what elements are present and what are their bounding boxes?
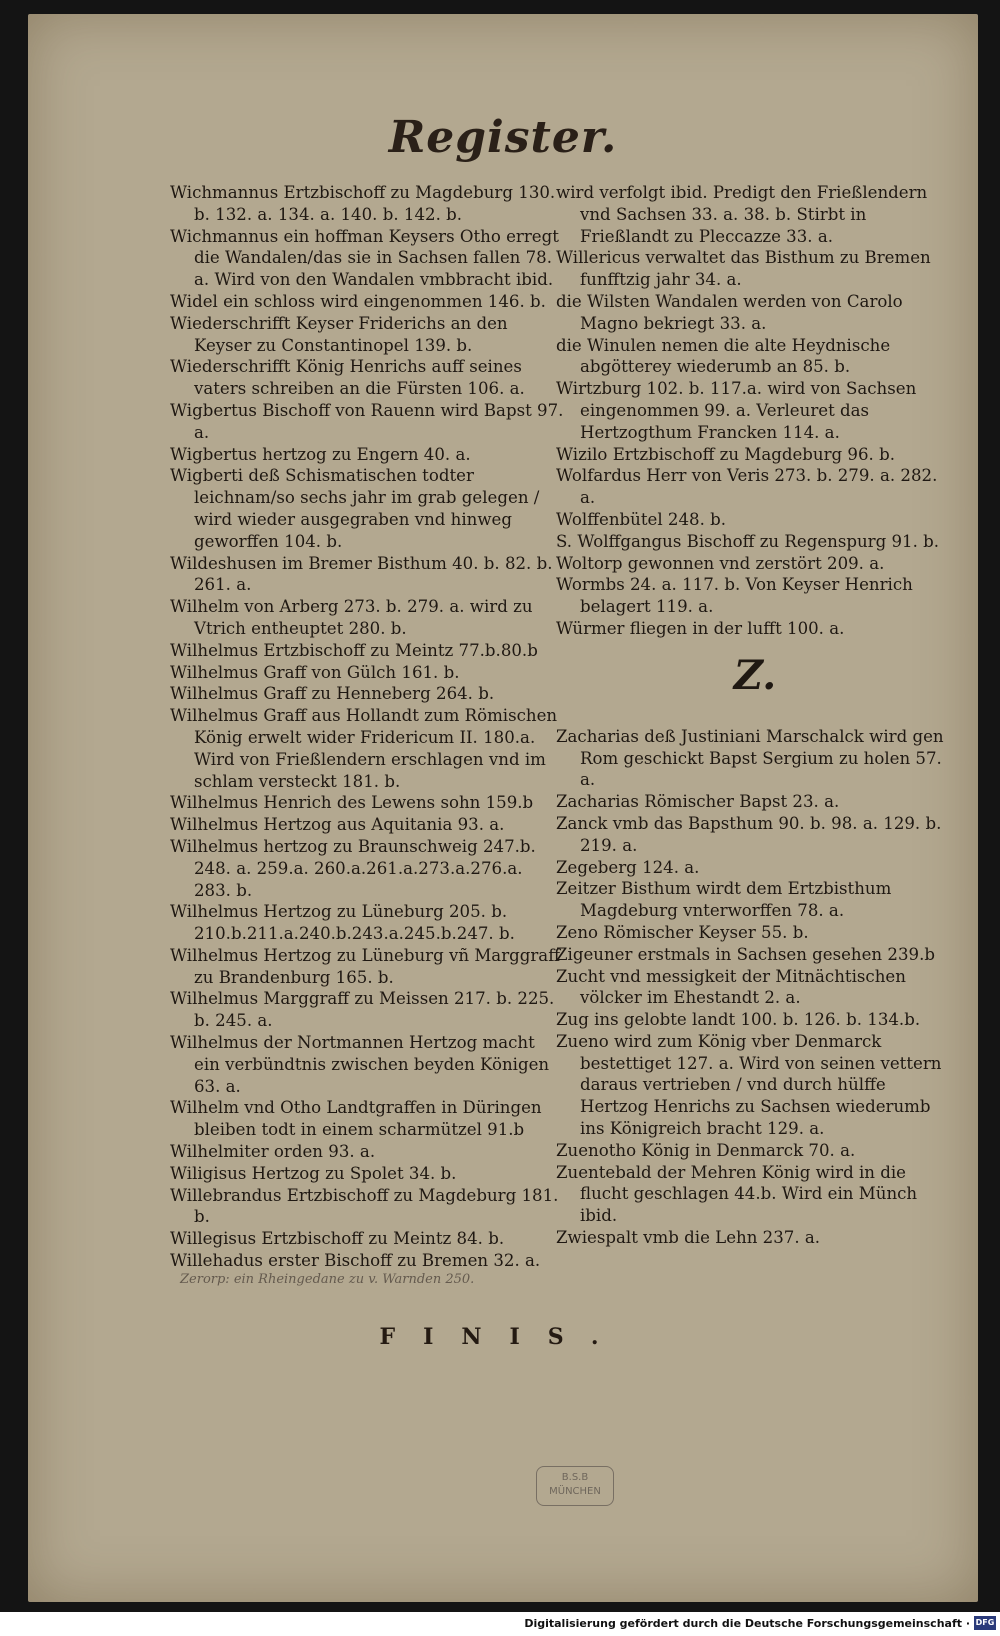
stamp-line-1: B.S.B	[561, 1472, 589, 1483]
index-entry: wird verfolgt ibid. Predigt den Frießlendern vnd Sachsen 33. a. 38. b. Stirbt in Frießlandt zu Pleccazze 33. a.	[556, 183, 928, 246]
index-entry: Wiligisus Hertzog zu Spolet 34. b.	[170, 1163, 457, 1183]
index-entry: Wizilo Ertzbischoff zu Magdeburg 96. b.	[556, 444, 895, 464]
dfg-logo-icon: DFG	[974, 1616, 996, 1630]
index-entry: Zeitzer Bisthum wirdt dem Ertzbisthum Magdeburg vnterworffen 78. a.	[556, 879, 892, 921]
index-entry: Willebrandus Ertzbischoff zu Magdeburg 181. b.	[170, 1185, 559, 1227]
index-entry: Würmer fliegen in der lufft 100. a.	[556, 618, 845, 638]
handwritten-annotation: Zerorp: ein Rheingedane zu v. Warnden 250.	[180, 1271, 475, 1287]
library-stamp	[536, 1466, 614, 1506]
index-entry: Zeno Römischer Keyser 55. b.	[556, 922, 809, 942]
document-page	[28, 14, 978, 1602]
footer-bar	[0, 1612, 1000, 1636]
index-entry: Wilhelmus Graff zu Henneberg 264. b.	[170, 684, 495, 704]
index-entry: Woltorp gewonnen vnd zerstört 209. a.	[556, 553, 885, 573]
index-entry: Zacharias deß Justiniani Marschalck wird gen Rom geschickt Bapst Sergium zu holen 57. a.	[556, 726, 944, 790]
index-entry: Zueno wird zum König vber Denmarck bestettiget 127. a. Wird von seinen vettern daraus vertrieben / vnd durch hülffe Hertzog Henrichs zu Sachsen wiederumb ins Königreich bracht 129. a.	[556, 1031, 942, 1139]
index-entry: Wilhelmus hertzog zu Braunschweig 247.b. 248. a. 259.a. 260.a.261.a.273.a.276.a. 283. b.	[170, 836, 536, 900]
footer-credit: Digitalisierung gefördert durch die Deutsche Forschungsgemeinschaft ·	[524, 1617, 970, 1630]
letter-heading: Z.	[733, 651, 777, 699]
index-entry: Zacharias Römischer Bapst 23. a.	[556, 792, 840, 812]
index-entry: Wigbertus Bischoff von Rauenn wird Bapst 97. a.	[170, 400, 564, 442]
index-entry: Willehadus erster Bischoff zu Bremen 32. a.	[170, 1251, 541, 1271]
index-entry: Zegeberg 124. a.	[556, 857, 700, 877]
index-entry: Wilhelmus Graff aus Hollandt zum Römischen König erwelt wider Fridericum II. 180.a. Wird von Frießlendern erschlagen vnd im schlam versteckt 181. b.	[170, 706, 558, 791]
index-entry: Wigbertus hertzog zu Engern 40. a.	[170, 444, 471, 464]
left-column	[170, 182, 564, 1288]
index-entry: Wilhelm von Arberg 273. b. 279. a. wird zu Vtrich entheuptet 280. b.	[170, 597, 533, 638]
index-entry: Willericus verwaltet das Bisthum zu Bremen funfftzig jahr 34. a.	[556, 248, 931, 290]
index-entry: Wiederschrifft Keyser Friderichs an den Keyser zu Constantinopel 139. b.	[170, 313, 508, 355]
right-column	[556, 182, 954, 1249]
index-entry: Wilhelmus Graff von Gülch 161. b.	[170, 662, 460, 682]
index-entry: die Winulen nemen die alte Heydnische abgötterey wiederumb an 85. b.	[556, 335, 891, 377]
index-entry: Wichmannus ein hoffman Keysers Otho erregt die Wandalen/das sie in Sachsen fallen 78. a. Wird von den Wandalen vmbbracht ibid.	[170, 226, 559, 290]
finis-text: FINIS.	[379, 1324, 627, 1350]
index-entry: Wilhelmus Marggraff zu Meissen 217. b. 225. b. 245. a.	[170, 989, 555, 1031]
index-entry: Zuentebald der Mehren König wird in die flucht geschlagen 44.b. Wird ein Münch ibid.	[556, 1162, 918, 1226]
page-title: Register.	[388, 112, 618, 163]
index-entry: Wolffenbütel 248. b.	[556, 509, 727, 529]
index-entry: Wiederschrifft König Henrichs auff seines vaters schreiben an die Fürsten 106. a.	[170, 357, 525, 399]
z-entries	[556, 726, 954, 1249]
index-entry: Wolfardus Herr von Veris 273. b. 279. a. 282. a.	[556, 466, 938, 508]
index-entry: Wichmannus Ertzbischoff zu Magdeburg 130. b. 132. a. 134. a. 140. b. 142. b.	[170, 183, 556, 224]
index-entry: Wilhelmus Hertzog zu Lüneburg vñ Marggraff zu Brandenburg 165. b.	[170, 945, 560, 987]
index-entry: S. Wolffgangus Bischoff zu Regenspurg 91. b.	[556, 531, 940, 551]
index-entry: Wormbs 24. a. 117. b. Von Keyser Henrich belagert 119. a.	[556, 575, 913, 617]
index-entry: Wilhelmus Henrich des Lewens sohn 159.b	[170, 793, 534, 813]
index-entry: Zanck vmb das Bapsthum 90. b. 98. a. 129. b. 219. a.	[556, 813, 942, 855]
index-entry: Wilhelmus Hertzog aus Aquitania 93. a.	[170, 815, 505, 835]
index-entry: Wilhelm vnd Otho Landtgraffen in Düringen bleiben todt in einem scharmützel 91.b	[170, 1098, 542, 1140]
w-entries-continued	[556, 182, 954, 640]
index-entry: Wildeshusen im Bremer Bisthum 40. b. 82. b. 261. a.	[170, 553, 553, 595]
index-entry: Wilhelmus der Nortmannen Hertzog macht ein verbündtnis zwischen beyden Königen 63. a.	[170, 1033, 550, 1096]
index-entry: Wilhelmiter orden 93. a.	[170, 1142, 376, 1162]
index-entry: Zucht vnd messigkeit der Mitnächtischen völcker im Ehestandt 2. a.	[556, 966, 906, 1008]
stamp-line-2: MÜNCHEN	[549, 1486, 601, 1497]
index-entry: Wirtzburg 102. b. 117.a. wird von Sachsen eingenommen 99. a. Verleuret das Hertzogthum Francken 114. a.	[556, 379, 917, 442]
index-entry: Wilhelmus Ertzbischoff zu Meintz 77.b.80.b	[170, 640, 538, 660]
index-entry: Wigberti deß Schismatischen todter leichnam/so sechs jahr im grab gelegen / wird wieder ausgegraben vnd hinweg geworffen 104. b.	[170, 466, 540, 551]
index-entry: Zuenotho König in Denmarck 70. a.	[556, 1140, 856, 1160]
index-entry: Wilhelmus Hertzog zu Lüneburg 205. b. 210.b.211.a.240.b.243.a.245.b.247. b.	[170, 902, 515, 944]
index-entry: Willegisus Ertzbischoff zu Meintz 84. b.	[170, 1229, 505, 1249]
index-entry: die Wilsten Wandalen werden von Carolo Magno bekriegt 33. a.	[556, 291, 903, 333]
index-entry: Widel ein schloss wird eingenommen 146. b.	[170, 291, 546, 311]
index-entry: Zug ins gelobte landt 100. b. 126. b. 134.b.	[556, 1010, 921, 1030]
index-entry: Zigeuner erstmals in Sachsen gesehen 239.b	[556, 944, 935, 964]
index-entry: Zwiespalt vmb die Lehn 237. a.	[556, 1228, 821, 1248]
